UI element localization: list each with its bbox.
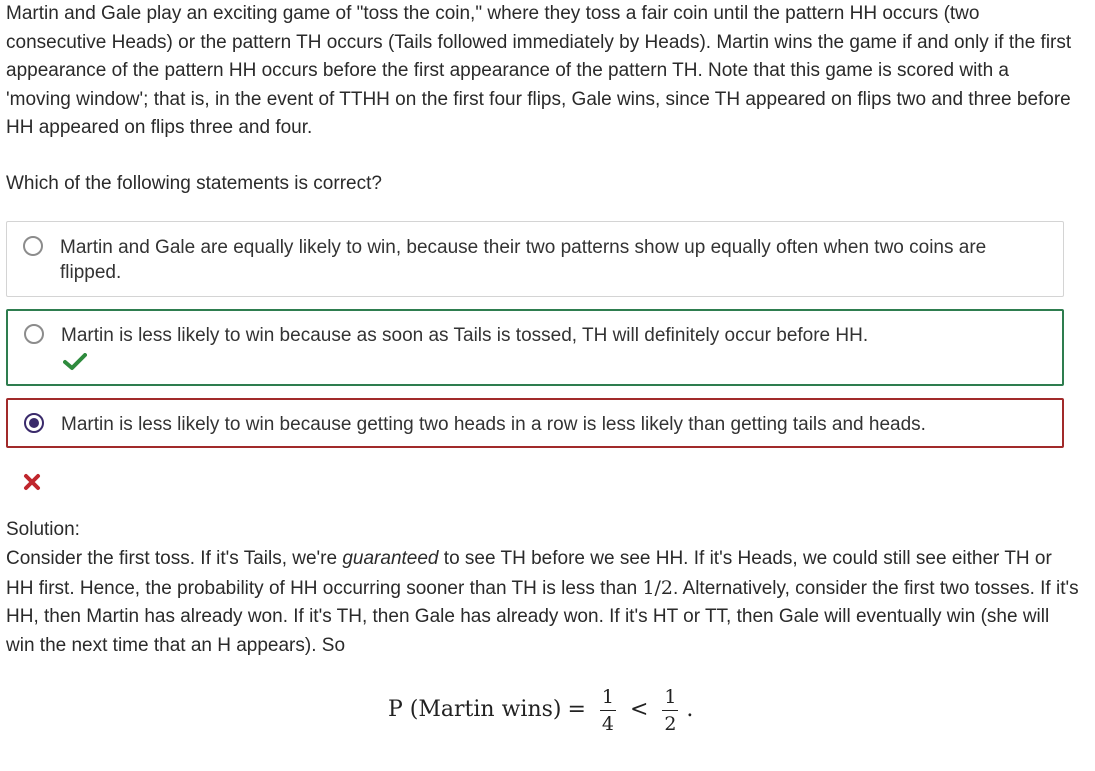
answer-option-2[interactable] bbox=[6, 309, 1064, 386]
equation-end-period: . bbox=[686, 696, 694, 722]
check-icon bbox=[63, 353, 87, 371]
solution-text-part-3: . Alternatively, consider the first two tosses. If it's HH, then Martin has already won. If it's TH, then Gale has already won. If it's HT or TT, then Gale will eventually win (she will win the next time that an H appears). So bbox=[6, 577, 1079, 656]
fraction-2-denominator: 2 bbox=[664, 712, 677, 735]
cross-icon bbox=[23, 473, 41, 491]
answer-option-3-label: Martin is less likely to win because getting two heads in a row is less likely than getting tails and heads. bbox=[61, 414, 926, 435]
answer-option-1[interactable] bbox=[6, 221, 1064, 297]
radio-selected-dot bbox=[29, 418, 39, 428]
equation-equals: = bbox=[567, 696, 586, 722]
probability-equation bbox=[388, 680, 693, 740]
radio-button-3[interactable] bbox=[24, 413, 44, 433]
solution-text bbox=[6, 545, 1081, 660]
fraction-1-bar bbox=[600, 710, 616, 711]
question-prompt: Which of the following statements is correct? bbox=[6, 173, 382, 194]
fraction-one-half bbox=[662, 686, 678, 735]
solution-label: Solution: bbox=[6, 519, 80, 540]
answer-option-3[interactable] bbox=[6, 398, 1064, 448]
solution-text-part-2: to see TH before we see HH. If it's Heads, we could still see either TH or HH first. Hence, the probability of HH occurring sooner than TH is less than bbox=[6, 548, 1052, 599]
fraction-2-bar bbox=[662, 710, 678, 711]
solution-text-part-1: Consider the first toss. If it's Tails, we're bbox=[6, 548, 343, 569]
fraction-1-denominator: 4 bbox=[601, 712, 614, 735]
solution-emphasis: guaranteed bbox=[342, 548, 439, 569]
solution-half: 1/2 bbox=[642, 576, 674, 599]
fraction-2-numerator: 1 bbox=[664, 685, 677, 708]
equation-less-than: < bbox=[629, 696, 649, 722]
answer-option-1-label: Martin and Gale are equally likely to win, because their two patterns show up equally often when two coins are flipped. bbox=[60, 237, 987, 283]
radio-button-2[interactable] bbox=[24, 324, 44, 344]
answer-option-2-label: Martin is less likely to win because as soon as Tails is tossed, TH will definitely occur before HH. bbox=[61, 325, 869, 346]
question-text: Martin and Gale play an exciting game of "toss the coin," where they toss a fair coin until the pattern HH occurs (two consecutive Heads) or the pattern TH occurs (Tails followed immediately by Heads). Martin wins the game if and only if the first appearance of the pattern HH occurs before the first appearance of the pattern TH. Note that this game is scored with a 'moving window'; that is, in the event of TTHH on the first four flips, Gale wins, since TH appeared on flips two and three before HH appeared on flips three and four. bbox=[6, 3, 1072, 138]
fraction-1-numerator: 1 bbox=[601, 685, 614, 708]
equation-lhs: P (Martin wins) bbox=[388, 696, 562, 722]
radio-button-1[interactable] bbox=[23, 236, 43, 256]
fraction-one-quarter bbox=[600, 686, 616, 735]
